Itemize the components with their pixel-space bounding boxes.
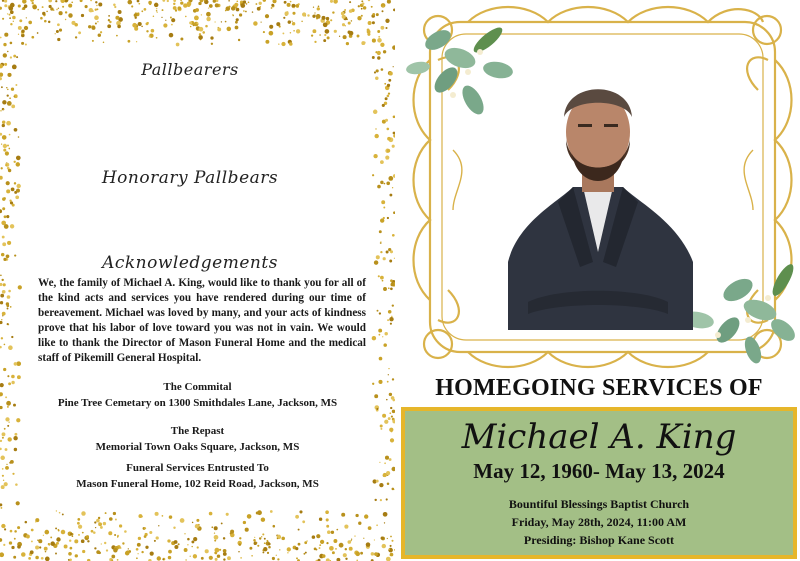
pallbearers-heading: Pallbearers (141, 60, 239, 79)
committal-location: Pine Tree Cemetary on 1300 Smithdales Lane, Jackson, MS (57, 397, 338, 409)
deceased-name: Michael A. King (461, 417, 737, 457)
homegoing-headline: HOMEGOING SERVICES OF (435, 375, 763, 401)
honorary-pallbearers-heading: Honorary Pallbears (101, 168, 279, 188)
repast-title: The Repast (170, 425, 225, 437)
entrusted-location: Mason Funeral Home, 102 Reid Road, Jackson, MS (76, 478, 319, 490)
entrusted-title: Funeral Services Entrusted To (126, 462, 269, 474)
acknowledgements-heading: Acknowledgements (102, 253, 278, 273)
service-datetime: Friday, May 28th, 2024, 11:00 AM (511, 515, 687, 529)
acknowledgements-text: We, the family of Michael A. King, would like to thank you for all of the kind acts and services you have rendered during our time of bereavement. Michael was loved by many, and your acts of kindness prove that his labor of love toward you was not in vain. We would like to thank the Director of Mason Funeral Home and the medical staff of Pikemill General Hospital. (38, 277, 366, 364)
left-page (0, 0, 395, 561)
presiding-officiant: Presiding: Bishop Kane Scott (523, 533, 675, 547)
repast-location: Memorial Town Oaks Square, Jackson, MS (95, 441, 300, 453)
life-dates: May 12, 1960- May 13, 2024 (473, 459, 725, 483)
committal-title: The Commital (163, 381, 232, 393)
right-page (398, 0, 800, 561)
portrait-photo (498, 62, 698, 330)
eucalyptus-bottom-right (681, 261, 799, 365)
church-name: Bountiful Blessings Baptist Church (508, 497, 690, 511)
name-box (401, 407, 797, 559)
